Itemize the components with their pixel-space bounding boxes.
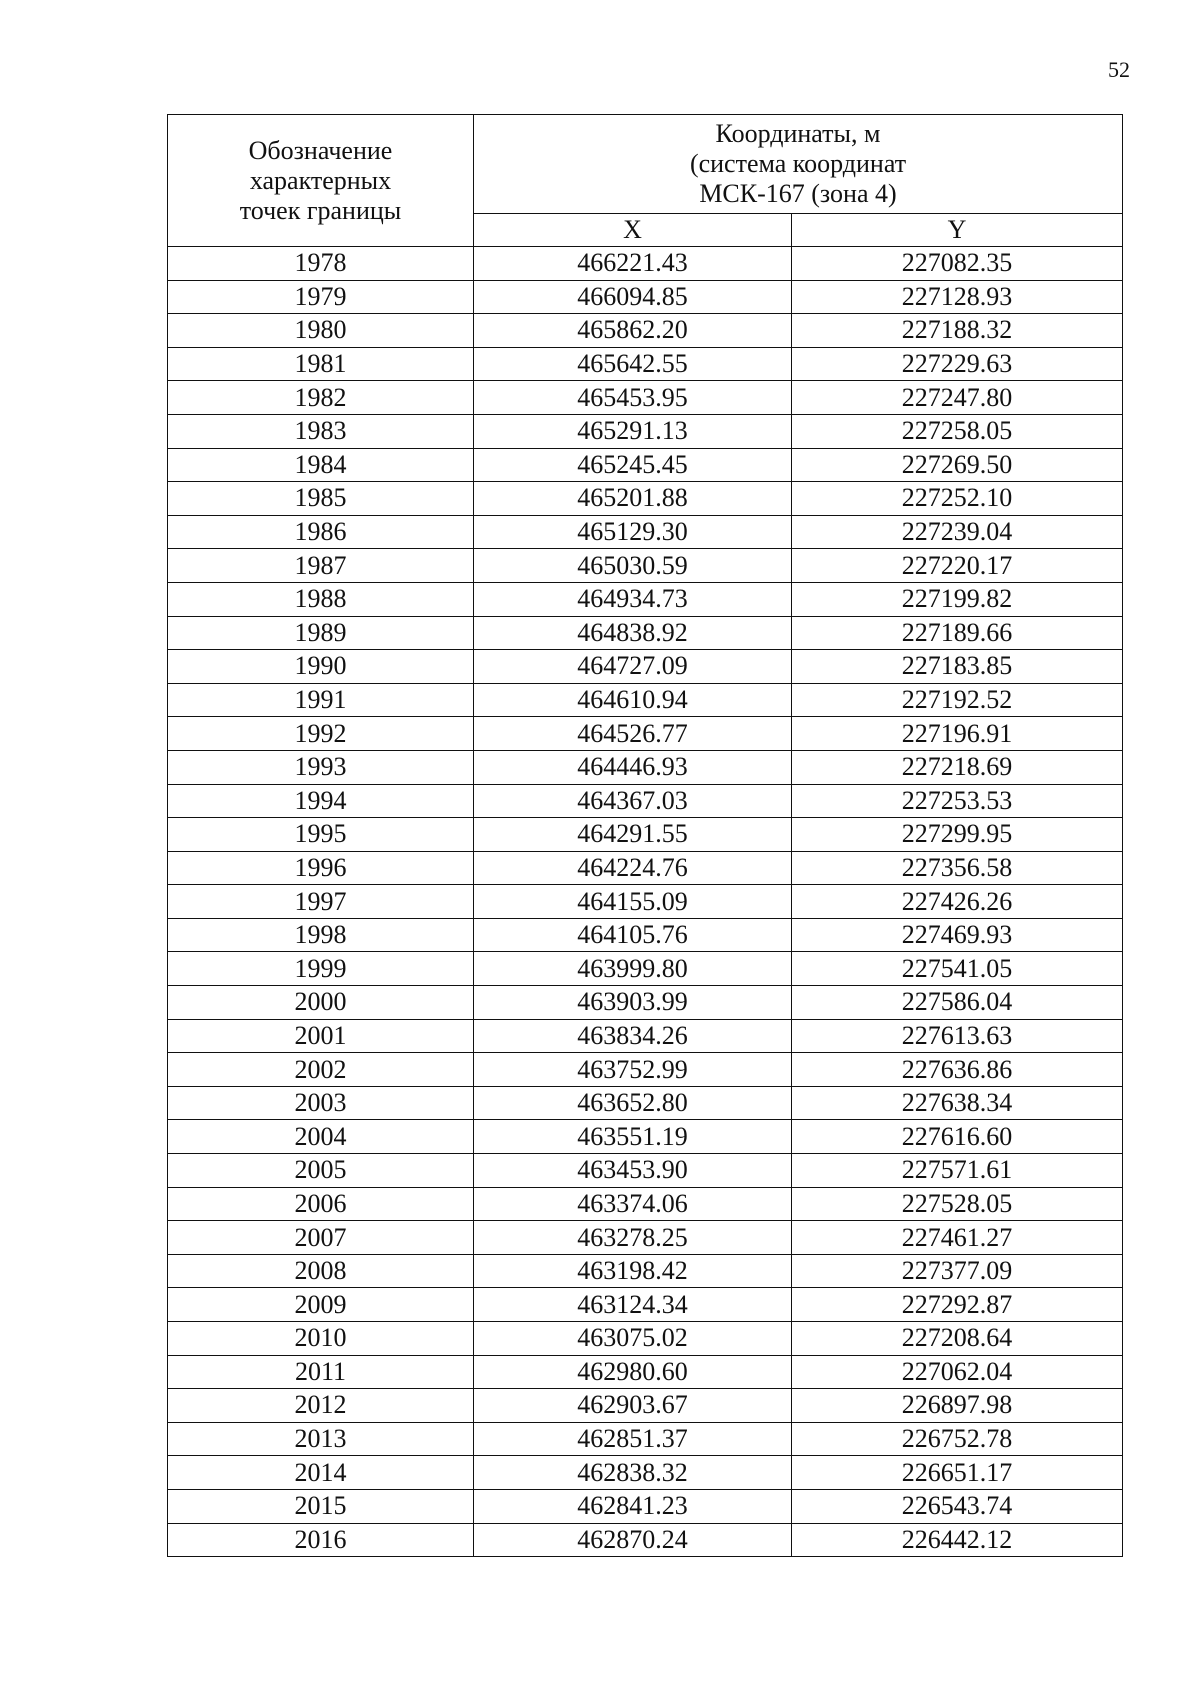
point-id-cell: 1995 (168, 818, 474, 852)
table-row (168, 885, 1123, 919)
point-id-cell: 2010 (168, 1322, 474, 1356)
y-coordinate-cell: 227586.04 (792, 986, 1123, 1020)
y-coordinate-cell: 226651.17 (792, 1456, 1123, 1490)
header-point-line: точек границы (239, 195, 402, 225)
y-coordinate-cell: 227636.86 (792, 1053, 1123, 1087)
header-point-line: Обозначение (248, 135, 393, 165)
header-coord-line: (система координат (689, 149, 907, 178)
point-id-cell: 1992 (168, 717, 474, 751)
point-id-cell: 2002 (168, 1053, 474, 1087)
x-coordinate-cell: 466094.85 (474, 280, 792, 314)
point-id-cell: 2000 (168, 986, 474, 1020)
y-coordinate-cell: 227220.17 (792, 549, 1123, 583)
point-id-cell: 1988 (168, 582, 474, 616)
table-row (168, 650, 1123, 684)
table-body (168, 247, 1123, 1557)
table-row (168, 347, 1123, 381)
table-row (168, 314, 1123, 348)
y-coordinate-cell: 227469.93 (792, 918, 1123, 952)
header-x: X (474, 214, 792, 247)
table-row (168, 1019, 1123, 1053)
point-id-cell: 1980 (168, 314, 474, 348)
point-id-cell: 1990 (168, 650, 474, 684)
y-coordinate-cell: 227571.61 (792, 1154, 1123, 1188)
point-id-cell: 2012 (168, 1389, 474, 1423)
x-coordinate-cell: 464727.09 (474, 650, 792, 684)
page-number: 52 (1108, 57, 1130, 82)
table-row (168, 582, 1123, 616)
y-coordinate-cell: 227258.05 (792, 414, 1123, 448)
header-coord-line: Координаты, м (715, 119, 881, 148)
table-row (168, 1456, 1123, 1490)
table-header (168, 115, 1123, 247)
y-coordinate-cell: 227192.52 (792, 683, 1123, 717)
table-row (168, 482, 1123, 516)
point-id-cell: 1999 (168, 952, 474, 986)
point-id-cell: 1998 (168, 918, 474, 952)
x-coordinate-cell: 462870.24 (474, 1523, 792, 1557)
point-id-cell: 1981 (168, 347, 474, 381)
x-coordinate-cell: 463551.19 (474, 1120, 792, 1154)
point-id-cell: 1989 (168, 616, 474, 650)
table-row (168, 381, 1123, 415)
x-coordinate-cell: 463075.02 (474, 1322, 792, 1356)
table-row (168, 1523, 1123, 1557)
coordinates-table (167, 114, 1123, 1557)
x-coordinate-cell: 464224.76 (474, 851, 792, 885)
y-coordinate-cell: 227377.09 (792, 1254, 1123, 1288)
x-coordinate-cell: 463124.34 (474, 1288, 792, 1322)
point-id-cell: 1991 (168, 683, 474, 717)
table-row (168, 918, 1123, 952)
y-coordinate-cell: 227252.10 (792, 482, 1123, 516)
y-coordinate-cell: 227616.60 (792, 1120, 1123, 1154)
x-coordinate-cell: 465862.20 (474, 314, 792, 348)
y-coordinate-cell: 227292.87 (792, 1288, 1123, 1322)
table-row (168, 986, 1123, 1020)
y-coordinate-cell: 227638.34 (792, 1086, 1123, 1120)
point-id-cell: 1985 (168, 482, 474, 516)
table-row (168, 1288, 1123, 1322)
point-id-cell: 1978 (168, 247, 474, 281)
y-coordinate-cell: 227528.05 (792, 1187, 1123, 1221)
header-coord-line: МСК-167 (зона 4) (699, 179, 897, 208)
y-coordinate-cell: 226442.12 (792, 1523, 1123, 1557)
point-id-cell: 1994 (168, 784, 474, 818)
x-coordinate-cell: 462980.60 (474, 1355, 792, 1389)
x-coordinate-cell: 465245.45 (474, 448, 792, 482)
y-coordinate-cell: 227183.85 (792, 650, 1123, 684)
table-row (168, 1322, 1123, 1356)
table-row (168, 1187, 1123, 1221)
y-coordinate-cell: 226897.98 (792, 1389, 1123, 1423)
table-row (168, 515, 1123, 549)
x-coordinate-cell: 463903.99 (474, 986, 792, 1020)
table-row (168, 784, 1123, 818)
x-coordinate-cell: 464934.73 (474, 582, 792, 616)
header-point-designation (168, 115, 474, 247)
x-coordinate-cell: 463374.06 (474, 1187, 792, 1221)
point-id-cell: 2015 (168, 1489, 474, 1523)
x-coordinate-cell: 464838.92 (474, 616, 792, 650)
point-id-cell: 2013 (168, 1422, 474, 1456)
y-coordinate-cell: 227188.32 (792, 314, 1123, 348)
table-row (168, 1422, 1123, 1456)
point-id-cell: 1983 (168, 414, 474, 448)
y-coordinate-cell: 227253.53 (792, 784, 1123, 818)
table-row (168, 1086, 1123, 1120)
x-coordinate-cell: 463278.25 (474, 1221, 792, 1255)
table-row (168, 1355, 1123, 1389)
header-coordinates (474, 115, 1123, 214)
point-id-cell: 1997 (168, 885, 474, 919)
y-coordinate-cell: 227196.91 (792, 717, 1123, 751)
table-row (168, 952, 1123, 986)
y-coordinate-cell: 227356.58 (792, 851, 1123, 885)
point-id-cell: 2014 (168, 1456, 474, 1490)
x-coordinate-cell: 463752.99 (474, 1053, 792, 1087)
y-coordinate-cell: 227189.66 (792, 616, 1123, 650)
point-id-cell: 1979 (168, 280, 474, 314)
point-id-cell: 1984 (168, 448, 474, 482)
table-row (168, 1154, 1123, 1188)
table-row (168, 683, 1123, 717)
table-row (168, 851, 1123, 885)
header-y: Y (792, 214, 1123, 247)
y-coordinate-cell: 226543.74 (792, 1489, 1123, 1523)
y-coordinate-cell: 227426.26 (792, 885, 1123, 919)
y-coordinate-cell: 227461.27 (792, 1221, 1123, 1255)
x-coordinate-cell: 464446.93 (474, 750, 792, 784)
y-coordinate-cell: 227062.04 (792, 1355, 1123, 1389)
y-coordinate-cell: 227541.05 (792, 952, 1123, 986)
x-coordinate-cell: 464367.03 (474, 784, 792, 818)
y-coordinate-cell: 227082.35 (792, 247, 1123, 281)
y-coordinate-cell: 227229.63 (792, 347, 1123, 381)
table-row (168, 1221, 1123, 1255)
x-coordinate-cell: 464105.76 (474, 918, 792, 952)
x-coordinate-cell: 463453.90 (474, 1154, 792, 1188)
x-coordinate-cell: 465291.13 (474, 414, 792, 448)
y-coordinate-cell: 227199.82 (792, 582, 1123, 616)
point-id-cell: 2005 (168, 1154, 474, 1188)
x-coordinate-cell: 465129.30 (474, 515, 792, 549)
table-row (168, 448, 1123, 482)
point-id-cell: 1986 (168, 515, 474, 549)
x-coordinate-cell: 463198.42 (474, 1254, 792, 1288)
table-row (168, 818, 1123, 852)
x-coordinate-cell: 462838.32 (474, 1456, 792, 1490)
point-id-cell: 1982 (168, 381, 474, 415)
y-coordinate-cell: 227128.93 (792, 280, 1123, 314)
x-coordinate-cell: 464291.55 (474, 818, 792, 852)
y-coordinate-cell: 227269.50 (792, 448, 1123, 482)
x-coordinate-cell: 462851.37 (474, 1422, 792, 1456)
y-coordinate-cell: 226752.78 (792, 1422, 1123, 1456)
y-coordinate-cell: 227299.95 (792, 818, 1123, 852)
x-coordinate-cell: 465453.95 (474, 381, 792, 415)
y-coordinate-cell: 227218.69 (792, 750, 1123, 784)
point-id-cell: 2004 (168, 1120, 474, 1154)
point-id-cell: 1987 (168, 549, 474, 583)
x-coordinate-cell: 462841.23 (474, 1489, 792, 1523)
point-id-cell: 2008 (168, 1254, 474, 1288)
table-row (168, 717, 1123, 751)
x-coordinate-cell: 464526.77 (474, 717, 792, 751)
x-coordinate-cell: 463834.26 (474, 1019, 792, 1053)
point-id-cell: 2011 (168, 1355, 474, 1389)
x-coordinate-cell: 464610.94 (474, 683, 792, 717)
point-id-cell: 2016 (168, 1523, 474, 1557)
point-id-cell: 1993 (168, 750, 474, 784)
point-id-cell: 2001 (168, 1019, 474, 1053)
x-coordinate-cell: 463652.80 (474, 1086, 792, 1120)
table-row (168, 1053, 1123, 1087)
point-id-cell: 2003 (168, 1086, 474, 1120)
table-row (168, 1489, 1123, 1523)
table-row (168, 1120, 1123, 1154)
header-point-line: характерных (249, 165, 392, 195)
point-id-cell: 2006 (168, 1187, 474, 1221)
point-id-cell: 2007 (168, 1221, 474, 1255)
table-row (168, 1389, 1123, 1423)
y-coordinate-cell: 227239.04 (792, 515, 1123, 549)
table-row (168, 247, 1123, 281)
x-coordinate-cell: 465201.88 (474, 482, 792, 516)
x-coordinate-cell: 464155.09 (474, 885, 792, 919)
table-row (168, 750, 1123, 784)
table-row (168, 549, 1123, 583)
x-coordinate-cell: 462903.67 (474, 1389, 792, 1423)
y-coordinate-cell: 227247.80 (792, 381, 1123, 415)
point-id-cell: 1996 (168, 851, 474, 885)
table-row (168, 280, 1123, 314)
table-row (168, 1254, 1123, 1288)
x-coordinate-cell: 463999.80 (474, 952, 792, 986)
table-row (168, 414, 1123, 448)
point-id-cell: 2009 (168, 1288, 474, 1322)
y-coordinate-cell: 227613.63 (792, 1019, 1123, 1053)
x-coordinate-cell: 465030.59 (474, 549, 792, 583)
x-coordinate-cell: 465642.55 (474, 347, 792, 381)
y-coordinate-cell: 227208.64 (792, 1322, 1123, 1356)
x-coordinate-cell: 466221.43 (474, 247, 792, 281)
table-row (168, 616, 1123, 650)
